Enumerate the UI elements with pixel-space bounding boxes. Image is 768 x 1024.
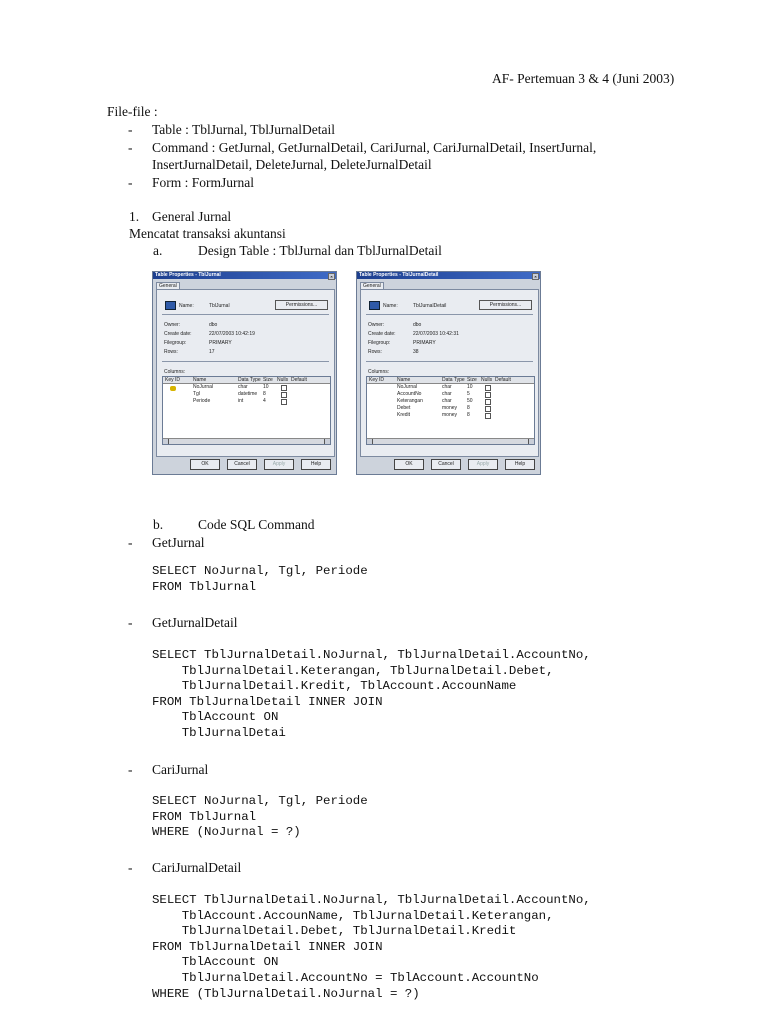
sql-code-block: SELECT NoJurnal, Tgl, Periode FROM TblJurnal WHERE (NoJurnal = ?) [152, 794, 368, 840]
columns-label: Columns: [164, 369, 186, 375]
bullet-dash: - [128, 762, 133, 777]
grid-cell: int [238, 398, 244, 404]
close-icon[interactable]: × [328, 273, 335, 280]
horizontal-scrollbar[interactable] [163, 438, 330, 444]
close-icon[interactable]: × [532, 273, 539, 280]
subsection-b-text: Code SQL Command [198, 517, 315, 532]
create-date-value: 22/07/2003 10:42:19 [209, 331, 255, 337]
nulls-checkbox[interactable] [485, 385, 491, 391]
horizontal-scrollbar[interactable] [367, 438, 534, 444]
col-header-id: ID [175, 377, 180, 383]
grid-cell: 8 [263, 391, 266, 397]
subsection-b-label: b. [153, 517, 164, 532]
grid-cell: 4 [263, 398, 266, 404]
section-number: 1. [129, 209, 140, 224]
sql-code-block: SELECT TblJurnalDetail.NoJurnal, TblJurnalDetail.AccountNo, TblJurnalDetail.Keterangan, TblJurnalDetail.Debet, TblJurnalDetail.Kredit, TblAccount.AccounName FROM TblJurnalDetail INNER JOIN TblAccount ON TblJurnalDetai [152, 648, 591, 740]
nulls-checkbox[interactable] [281, 385, 287, 391]
table-icon [165, 301, 176, 310]
dialog-panel [156, 289, 335, 457]
grid-cell: AccountNo [397, 391, 422, 397]
sql-code-block: SELECT NoJurnal, Tgl, Periode FROM TblJurnal [152, 564, 368, 594]
grid-cell: 5 [467, 391, 470, 397]
col-header-nulls: Nulls [481, 377, 493, 383]
tab-general[interactable]: General [360, 282, 384, 290]
permissions-button[interactable]: Permissions... [479, 300, 532, 310]
apply-button[interactable]: Apply [468, 459, 498, 470]
files-title: File-file : [107, 104, 158, 119]
table-icon [369, 301, 380, 310]
columns-grid [366, 376, 535, 445]
dialog-titlebar: Table Properties - TblJurnalDetail × [357, 272, 540, 279]
dialog-titlebar: Table Properties - TblJurnal × [153, 272, 336, 279]
table-properties-dialog-tbljurnaldetail [356, 271, 541, 475]
grid-cell: datetime [238, 391, 258, 397]
columns-grid [162, 376, 331, 445]
tab-general[interactable]: General [156, 282, 180, 290]
col-header-default: Default [495, 377, 511, 383]
grid-cell: NoJurnal [193, 384, 214, 390]
divider [366, 314, 533, 315]
col-header-key: Key [369, 377, 378, 383]
grid-cell: char [238, 384, 248, 390]
bullet-dash: - [128, 615, 133, 630]
subsection-a-label: a. [153, 243, 163, 258]
nulls-checkbox[interactable] [485, 413, 491, 419]
grid-cell: 50 [467, 398, 473, 404]
dialog-panel [360, 289, 539, 457]
grid-cell: 10 [263, 384, 269, 390]
scroll-right-icon[interactable] [528, 439, 534, 444]
filegroup-label: Filegroup: [164, 340, 187, 346]
rows-value: 17 [209, 349, 215, 355]
name-label: Name: [383, 303, 398, 309]
grid-cell: money [442, 405, 458, 411]
columns-label: Columns: [368, 369, 390, 375]
bullet-dash: - [128, 122, 133, 137]
divider [162, 314, 329, 315]
section-description: Mencatat transaksi akuntansi [129, 226, 286, 241]
rows-label: Rows: [164, 349, 178, 355]
section-title: General Jurnal [152, 209, 232, 224]
create-date-label: Create date: [368, 331, 396, 337]
scroll-left-icon[interactable] [163, 439, 169, 444]
files-item-continued: InsertJurnalDetail, DeleteJurnal, DeleteJurnalDetail [152, 157, 432, 172]
col-header-name: Name [193, 377, 207, 383]
cancel-button[interactable]: Cancel [227, 459, 257, 470]
filegroup-label: Filegroup: [368, 340, 391, 346]
permissions-button[interactable]: Permissions... [275, 300, 328, 310]
name-value: TblJurnal [209, 303, 230, 309]
files-item: Form : FormJurnal [152, 175, 255, 190]
rows-label: Rows: [368, 349, 382, 355]
col-header-nulls: Nulls [277, 377, 289, 383]
col-header-name: Name [397, 377, 411, 383]
rows-value: 38 [413, 349, 419, 355]
grid-cell: Debet [397, 405, 411, 411]
grid-cell: char [442, 384, 452, 390]
nulls-checkbox[interactable] [485, 392, 491, 398]
name-label: Name: [179, 303, 194, 309]
scroll-right-icon[interactable] [324, 439, 330, 444]
owner-value: dbo [209, 322, 218, 328]
grid-cell: char [442, 391, 452, 397]
help-button[interactable]: Help [301, 459, 331, 470]
grid-cell: 8 [467, 405, 470, 411]
owner-label: Owner: [164, 322, 181, 328]
apply-button[interactable]: Apply [264, 459, 294, 470]
grid-header [367, 377, 534, 384]
ok-button[interactable]: OK [190, 459, 220, 470]
page-header: AF- Pertemuan 3 & 4 (Juni 2003) [492, 71, 675, 86]
bullet-dash: - [128, 140, 133, 155]
bullet-dash: - [128, 175, 133, 190]
command-name: GetJurnalDetail [152, 615, 238, 630]
grid-cell: char [442, 398, 452, 404]
grid-cell: Keterangan [397, 398, 423, 404]
command-name: CariJurnal [152, 762, 209, 777]
filegroup-value: PRIMARY [413, 340, 436, 346]
files-item: Table : TblJurnal, TblJurnalDetail [152, 122, 336, 137]
col-header-id: ID [379, 377, 384, 383]
ok-button[interactable]: OK [394, 459, 424, 470]
nulls-checkbox[interactable] [485, 399, 491, 405]
command-name: CariJurnalDetail [152, 860, 242, 875]
divider [366, 361, 533, 362]
files-item: Command : GetJurnal, GetJurnalDetail, CariJurnal, CariJurnalDetail, InsertJurnal, [152, 140, 597, 155]
grid-cell: money [442, 412, 458, 418]
col-header-type: Data Type [238, 377, 261, 383]
name-value: TblJurnalDetail [413, 303, 447, 309]
create-date-label: Create date: [164, 331, 192, 337]
bullet-dash: - [128, 535, 133, 550]
nulls-checkbox[interactable] [485, 406, 491, 412]
bullet-dash: - [128, 860, 133, 875]
grid-cell: 8 [467, 412, 470, 418]
col-header-key: Key [165, 377, 174, 383]
owner-value: dbo [413, 322, 422, 328]
primary-key-icon [170, 386, 176, 391]
grid-cell: 10 [467, 384, 473, 390]
divider [162, 361, 329, 362]
grid-header [163, 377, 330, 384]
grid-cell: Periode [193, 398, 211, 404]
grid-cell: Tgl [193, 391, 200, 397]
nulls-checkbox[interactable] [281, 392, 287, 398]
cancel-button[interactable]: Cancel [431, 459, 461, 470]
col-header-default: Default [291, 377, 307, 383]
nulls-checkbox[interactable] [281, 399, 287, 405]
scroll-left-icon[interactable] [367, 439, 373, 444]
sql-code-block: SELECT TblJurnalDetail.NoJurnal, TblJurnalDetail.AccountNo, TblAccount.AccounName, TblJurnalDetail.Keterangan, TblJurnalDetail.Debet, TblJurnalDetail.Kredit FROM TblJurnalDetail INNER JOIN TblAccount ON TblJurnalDetail.AccountNo = TblAccount.AccountNo WHERE (TblJurnalDetail.NoJurnal = ?) [152, 893, 591, 1001]
owner-label: Owner: [368, 322, 385, 328]
col-header-size: Size [263, 377, 273, 383]
grid-cell: Kredit [397, 412, 411, 418]
command-name: GetJurnal [152, 535, 205, 550]
help-button[interactable]: Help [505, 459, 535, 470]
table-properties-dialog-tbljurnal [152, 271, 337, 475]
filegroup-value: PRIMARY [209, 340, 232, 346]
grid-cell: NoJurnal [397, 384, 418, 390]
create-date-value: 22/07/2003 10:42:31 [413, 331, 459, 337]
col-header-size: Size [467, 377, 477, 383]
col-header-type: Data Type [442, 377, 465, 383]
subsection-a-text: Design Table : TblJurnal dan TblJurnalDetail [198, 243, 442, 258]
